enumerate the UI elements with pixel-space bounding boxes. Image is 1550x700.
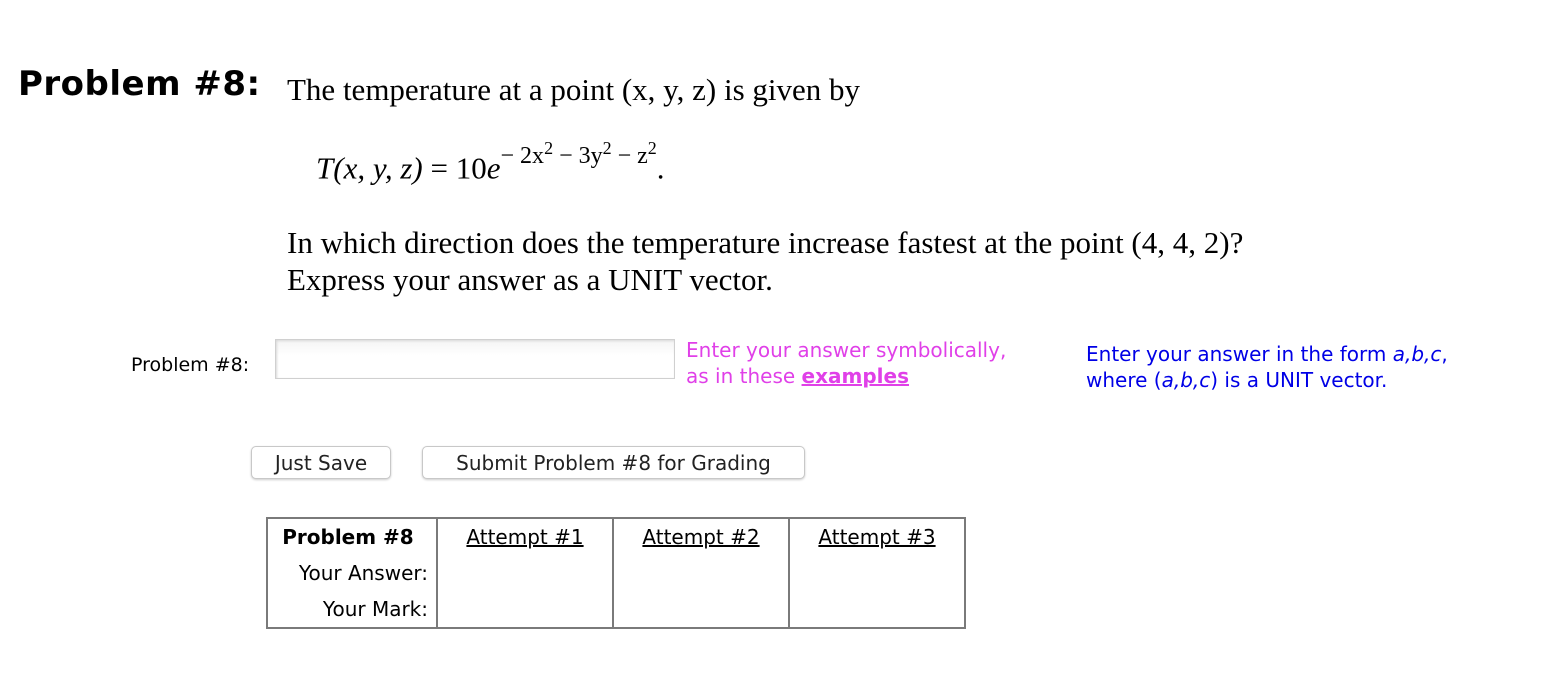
answer-input[interactable] [275, 339, 675, 379]
symbolic-hint [686, 337, 1006, 389]
your-mark-row [267, 591, 965, 628]
formula-end: . [656, 150, 665, 186]
problem-question [287, 224, 1243, 298]
symbolic-hint-line-2: as in these examples [686, 364, 909, 388]
attempts-header-row [267, 518, 965, 555]
attempt-2-link-cell [613, 518, 789, 555]
examples-link[interactable]: examples [801, 364, 909, 388]
formula-base: e [486, 150, 501, 186]
answer-cell-3 [789, 555, 965, 591]
attempt-1-link[interactable]: Attempt #1 [466, 525, 584, 549]
formula-coef: 10 [455, 150, 487, 186]
symbolic-hint-line-1: Enter your answer symbolically, [686, 338, 1007, 362]
mark-cell-1 [437, 591, 613, 628]
answer-label: Problem #8: [131, 354, 250, 376]
your-answer-row [267, 555, 965, 591]
attempts-table [266, 517, 966, 629]
form-hint-line-2: where (a,b,c) is a UNIT vector. [1086, 368, 1388, 392]
submit-grading-button[interactable]: Submit Problem #8 for Grading [422, 446, 805, 479]
mark-cell-2 [613, 591, 789, 628]
question-line-1: In which direction does the temperature increase fastest at the point (4, 4, 2)? [287, 225, 1244, 260]
just-save-button[interactable]: Just Save [251, 446, 391, 479]
your-answer-label: Your Answer: [267, 555, 437, 591]
problem-heading: Problem #8: [18, 64, 261, 104]
answer-cell-2 [613, 555, 789, 591]
attempts-table-header: Problem #8 [267, 518, 437, 555]
formula-exponent: − 2x2 − 3y2 − z2 [500, 138, 657, 169]
formula-equals: = [430, 150, 448, 186]
your-mark-label: Your Mark: [267, 591, 437, 628]
question-line-2: Express your answer as a UNIT vector. [287, 262, 773, 297]
attempt-3-link[interactable]: Attempt #3 [818, 525, 936, 549]
form-hint [1086, 341, 1448, 393]
problem-statement: The temperature at a point (x, y, z) is given by [287, 72, 861, 107]
attempt-1-link-cell [437, 518, 613, 555]
answer-cell-1 [437, 555, 613, 591]
mark-cell-3 [789, 591, 965, 628]
attempt-3-link-cell [789, 518, 965, 555]
form-hint-line-1: Enter your answer in the form a,b,c, [1086, 342, 1448, 366]
formula-lhs: T(x, y, z) [316, 150, 423, 186]
attempt-2-link[interactable]: Attempt #2 [642, 525, 760, 549]
temperature-formula [316, 138, 665, 186]
